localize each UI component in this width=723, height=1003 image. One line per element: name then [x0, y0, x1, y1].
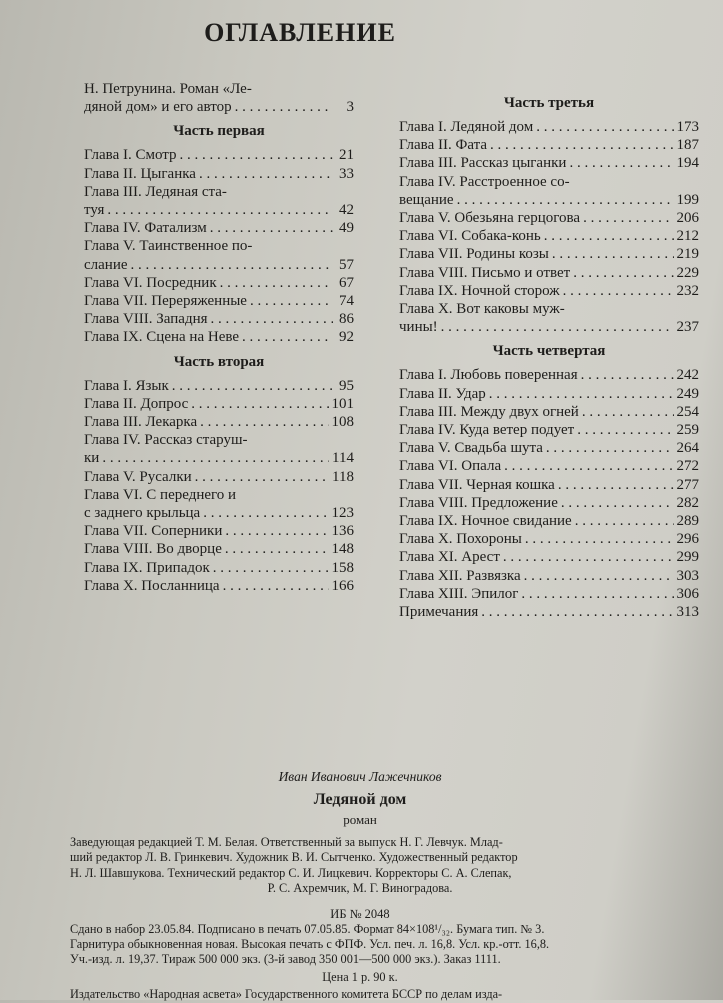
toc-entry: [399, 476, 699, 494]
dot-leader: [199, 165, 333, 183]
dot-leader: [546, 439, 674, 457]
toc-part: [84, 122, 354, 346]
dot-leader: [107, 201, 333, 219]
chapter-title: Глава IV. Фатализм: [84, 220, 207, 237]
dot-leader: [521, 585, 673, 603]
dot-leader: [536, 118, 673, 136]
chapter-title: Глава VII. Переряженные: [84, 293, 247, 310]
dot-leader: [250, 292, 333, 310]
toc-entry: [84, 413, 354, 431]
toc-row: [399, 282, 699, 300]
toc-entry: [84, 377, 354, 395]
toc-row: [84, 165, 354, 183]
page-number: 95: [339, 377, 354, 394]
chapter-title: Глава IV. Расстроенное со-: [399, 173, 570, 190]
toc-part: [399, 342, 699, 621]
page-number: 259: [676, 422, 699, 439]
chapter-title: Глава I. Любовь поверенная: [399, 367, 578, 384]
page-number: 206: [676, 210, 699, 227]
page-number: 289: [676, 513, 699, 530]
toc-entry: [84, 468, 354, 486]
intro-line: дяной дом» и его автор: [84, 99, 232, 116]
toc-row: [399, 421, 699, 439]
page-number: 114: [332, 450, 354, 467]
toc-entry: [84, 522, 354, 540]
page-number: 272: [676, 458, 699, 475]
toc-entry: [399, 494, 699, 512]
toc-row: [399, 245, 699, 263]
toc-right-column: [399, 88, 699, 621]
page-number: 148: [331, 541, 354, 558]
toc-row: [84, 274, 354, 292]
page-number: 187: [676, 137, 699, 154]
toc-row: [84, 395, 354, 413]
toc-entry: [84, 310, 354, 328]
chapter-title: Глава IX. Сцена на Неве: [84, 329, 240, 346]
toc-row: [84, 219, 354, 237]
credits-line: Н. Л. Шавшукова. Технический редактор С. И. Лицкевич. Корректоры С. А. Слепак,: [70, 865, 512, 880]
page-number: 299: [676, 549, 699, 566]
toc-left-column: [84, 80, 354, 595]
dot-leader: [577, 421, 673, 439]
toc-entry: [399, 585, 699, 603]
toc-entry: [84, 486, 354, 522]
dot-leader: [581, 366, 674, 384]
toc-entry: [84, 431, 354, 467]
toc-row: [399, 512, 699, 530]
imprint-ib-number: ИБ № 2048: [330, 906, 390, 921]
toc-row: [84, 292, 354, 310]
dot-leader: [569, 154, 673, 172]
page-number: 92: [339, 329, 354, 346]
part-title: Часть четвертая: [492, 343, 606, 360]
page-number: 21: [339, 147, 354, 164]
chapter-title: Глава X. Вот каковы муж-: [399, 301, 565, 318]
dot-leader: [575, 512, 674, 530]
dot-leader: [481, 603, 673, 621]
chapter-title: Глава X. Посланница: [84, 577, 220, 594]
dot-leader: [544, 227, 674, 245]
intro-line: Н. Петрунина. Роман «Ле-: [84, 81, 252, 97]
toc-entry: [399, 366, 699, 384]
toc-entry: [84, 183, 354, 219]
dot-leader: [525, 530, 674, 548]
chapter-title-continuation: с заднего крыльца: [84, 505, 201, 522]
imprint-price: Цена 1 р. 90 к.: [322, 969, 398, 984]
page-number: 194: [676, 155, 699, 172]
dot-leader: [457, 191, 674, 209]
chapter-title: Глава V. Обезьяна герцогова: [399, 210, 581, 227]
chapter-title: Глава V. Свадьба шута: [399, 440, 543, 457]
dot-leader: [191, 395, 328, 413]
chapter-title: Глава II. Фата: [399, 137, 487, 154]
imprint-publisher: Издательство «Народная асвета» Государственного комитета БССР по делам изда-: [70, 987, 503, 1002]
toc-entry: [399, 245, 699, 263]
dot-leader: [102, 449, 329, 467]
toc-row: [399, 530, 699, 548]
toc-entry: [84, 577, 354, 595]
toc-row: [84, 504, 354, 522]
chapter-title: Глава VI. С переднего и: [84, 486, 237, 503]
toc-entry: [84, 395, 354, 413]
toc-row: [399, 136, 699, 154]
dot-leader: [223, 577, 329, 595]
dot-leader: [225, 522, 328, 540]
chapter-title: Глава VII. Черная кошка: [399, 476, 555, 493]
toc-entry: [84, 165, 354, 183]
chapter-title: Глава I. Ледяной дом: [399, 119, 534, 135]
toc-entry: [399, 300, 699, 336]
page-number: 166: [331, 577, 354, 594]
chapter-title: Глава VI. Посредник: [84, 274, 217, 291]
chapter-title: Глава X. Похороны: [399, 531, 522, 548]
page-number: 249: [676, 385, 699, 402]
dot-leader: [563, 282, 674, 300]
toc-entry: [399, 567, 699, 585]
details-line: Сдано в набор 23.05.84. Подписано в печать 07.05.85. Формат 84×108¹/₃₂. Бумага тип. № 3.: [70, 921, 545, 936]
chapter-title: Примечания: [399, 604, 479, 621]
toc-row: [84, 540, 354, 558]
page-number: 296: [676, 531, 699, 548]
toc-entry: [399, 154, 699, 172]
dot-leader: [503, 548, 674, 566]
toc-entry: [84, 219, 354, 237]
page-number: 3: [346, 99, 354, 116]
page-number: 219: [676, 246, 699, 263]
toc-row: [399, 457, 699, 475]
page-number: 57: [339, 256, 354, 273]
page-number: 108: [331, 414, 354, 431]
imprint-credits: [70, 835, 650, 897]
dot-leader: [490, 136, 674, 154]
chapter-title: Глава VII. Соперники: [84, 523, 223, 540]
chapter-title: Глава V. Русалки: [84, 468, 192, 485]
credits-line: Заведующая редакцией Т. М. Белая. Ответственный за выпуск Н. Г. Левчук. Млад-: [70, 835, 503, 849]
toc-entry: [399, 264, 699, 282]
toc-intro: [84, 80, 354, 116]
toc-row: [84, 377, 354, 395]
page-number: 303: [676, 567, 699, 584]
dot-leader: [489, 385, 674, 403]
toc-row: [399, 494, 699, 512]
dot-leader: [211, 310, 333, 328]
toc-entry: [84, 328, 354, 346]
chapter-title: Глава I. Язык: [84, 377, 169, 394]
chapter-title: Глава VIII. Западня: [84, 311, 208, 328]
chapter-title: Глава I. Смотр: [84, 147, 177, 164]
toc-row: [399, 318, 699, 336]
toc-row: [84, 413, 354, 431]
toc-row: [399, 585, 699, 603]
page-number: 313: [676, 604, 699, 621]
page-number: 254: [676, 403, 699, 420]
toc-row: [84, 310, 354, 328]
page-number: 49: [339, 220, 354, 237]
page-number: 277: [676, 476, 699, 493]
toc-entry: [399, 548, 699, 566]
imprint-author: Иван Иванович Лажечников: [278, 769, 442, 784]
toc-row: [399, 264, 699, 282]
toc-entry: [399, 282, 699, 300]
part-title: Часть первая: [173, 123, 265, 140]
page-number: 232: [676, 282, 699, 299]
toc-part: [399, 94, 699, 336]
toc-entry: [399, 421, 699, 439]
page-number: 199: [676, 191, 699, 208]
chapter-title: Глава IX. Ночной сторож: [399, 282, 560, 299]
chapter-title-continuation: туя: [84, 202, 105, 219]
page-number: 158: [331, 559, 354, 576]
chapter-title: Глава VIII. Предложение: [399, 494, 558, 511]
toc-entry: [84, 292, 354, 310]
page-number: 242: [676, 367, 699, 384]
page-number: 237: [676, 319, 699, 336]
toc-entry: [399, 439, 699, 457]
page-number: 306: [676, 585, 699, 602]
chapter-title: Глава II. Допрос: [84, 395, 189, 412]
page-number: 173: [676, 119, 699, 135]
chapter-title: Глава IX. Припадок: [84, 559, 210, 576]
toc-entry: [84, 274, 354, 292]
dot-leader: [210, 219, 333, 237]
chapter-title: Глава IV. Куда ветер подует: [399, 422, 575, 439]
page-number: 42: [339, 202, 354, 219]
chapter-title: Глава XIII. Эпилог: [399, 585, 519, 602]
details-line: Гарнитура обыкновенная новая. Высокая печать с ФПФ. Усл. печ. л. 16,8. Усл. кр.-отт. 16,8.: [70, 937, 550, 952]
dot-leader: [172, 377, 333, 395]
chapter-title: Глава III. Рассказ цыганки: [399, 155, 567, 172]
imprint-genre: роман: [343, 812, 377, 827]
dot-leader: [203, 504, 328, 522]
toc-row: [84, 328, 354, 346]
chapter-title: Глава XII. Развязка: [399, 567, 521, 584]
chapter-title: Глава VII. Родины козы: [399, 246, 549, 263]
toc-row: [399, 118, 699, 136]
toc-entry: [399, 173, 699, 209]
page-number: 86: [339, 311, 354, 328]
toc-row: [84, 577, 354, 595]
toc-entry: [399, 512, 699, 530]
toc-part: [84, 353, 354, 595]
toc-row: [84, 522, 354, 540]
toc-row: [84, 449, 354, 467]
toc-row: [84, 256, 354, 274]
page-number: 67: [339, 274, 354, 291]
chapter-title: Глава V. Таинственное по-: [84, 238, 253, 255]
dot-leader: [582, 403, 674, 421]
toc-row: [84, 559, 354, 577]
chapter-title: Глава XI. Арест: [399, 549, 500, 566]
chapter-title-continuation: слание: [84, 256, 128, 273]
toc-entry: [399, 209, 699, 227]
chapter-title: Глава VIII. Во дворце: [84, 541, 222, 558]
toc-row: [399, 385, 699, 403]
chapter-title: Глава IX. Ночное свидание: [399, 513, 572, 530]
toc-row: [399, 227, 699, 245]
toc-row: [399, 439, 699, 457]
chapter-title: Глава VI. Опала: [399, 458, 502, 475]
page-number: 101: [331, 395, 354, 412]
credits-line: Р. С. Ахремчик, М. Г. Виноградова.: [267, 881, 453, 896]
page-number: 229: [676, 264, 699, 281]
credits-line: ший редактор Л. В. Гринкевич. Художник В. И. Сытченко. Художественный редактор: [70, 850, 518, 865]
dot-leader: [195, 468, 329, 486]
toc-entry: [399, 136, 699, 154]
toc-row: [399, 403, 699, 421]
toc-row: [399, 209, 699, 227]
toc-row: [399, 476, 699, 494]
dot-leader: [220, 274, 333, 292]
dot-leader: [524, 567, 674, 585]
toc-entry: [84, 146, 354, 164]
dot-leader: [504, 457, 673, 475]
dot-leader: [131, 256, 333, 274]
chapter-title-continuation: чины!: [399, 319, 438, 336]
imprint-title: Ледяной дом: [313, 791, 407, 808]
page-number: 33: [339, 165, 354, 182]
imprint: [70, 768, 650, 1003]
chapter-title: Глава III. Ледяная ста-: [84, 183, 227, 200]
toc-entry: [399, 603, 699, 621]
toc-row: [84, 468, 354, 486]
chapter-title: Глава II. Удар: [399, 385, 486, 402]
toc-row: [399, 567, 699, 585]
page-number: 264: [676, 440, 699, 457]
chapter-title: Глава II. Цыганка: [84, 165, 196, 182]
details-line: Уч.-изд. л. 19,37. Тираж 500 000 экз. (3-й завод 350 001—500 000 экз.). Заказ 1111.: [70, 952, 501, 967]
dot-leader: [180, 146, 333, 164]
dot-leader: [558, 476, 674, 494]
part-title: Часть третья: [503, 95, 595, 111]
toc-row: [84, 98, 354, 116]
chapter-title-continuation: ки: [84, 450, 100, 467]
dot-leader: [225, 540, 329, 558]
toc-entry: [84, 540, 354, 558]
page-number: 212: [676, 228, 699, 245]
page-number: 282: [676, 494, 699, 511]
toc-entry: [399, 530, 699, 548]
chapter-title: Глава III. Между двух огней: [399, 403, 579, 420]
page-heading: ОГЛАВЛЕНИЕ: [204, 18, 396, 47]
dot-leader: [573, 264, 673, 282]
page-number: 74: [339, 293, 354, 310]
toc-row: [399, 366, 699, 384]
toc-row: [84, 201, 354, 219]
imprint-details: [70, 922, 650, 968]
toc-row: [399, 191, 699, 209]
chapter-title: Глава VIII. Письмо и ответ: [399, 264, 571, 281]
toc-entry: [399, 457, 699, 475]
toc-entry: [84, 559, 354, 577]
dot-leader: [213, 559, 329, 577]
chapter-title: Глава III. Лекарка: [84, 414, 198, 431]
chapter-title: Глава IV. Рассказ старуш-: [84, 432, 248, 449]
toc-row: [399, 154, 699, 172]
toc-entry: [399, 227, 699, 245]
dot-leader: [441, 318, 674, 336]
dot-leader: [583, 209, 673, 227]
toc-entry: [399, 385, 699, 403]
toc-entry: [84, 237, 354, 273]
page-number: 123: [331, 505, 354, 522]
toc-entry: [399, 403, 699, 421]
toc-row: [84, 146, 354, 164]
dot-leader: [561, 494, 674, 512]
toc-entry: [399, 118, 699, 136]
dot-leader: [200, 413, 328, 431]
toc-row: [399, 603, 699, 621]
part-title: Часть вторая: [173, 353, 265, 370]
toc-row: [399, 548, 699, 566]
dot-leader: [242, 328, 333, 346]
chapter-title: Глава VI. Собака-конь: [399, 228, 541, 245]
chapter-title-continuation: вещание: [399, 191, 454, 208]
page-number: 136: [331, 523, 354, 540]
page-number: 118: [332, 468, 354, 485]
dot-leader: [552, 245, 674, 263]
